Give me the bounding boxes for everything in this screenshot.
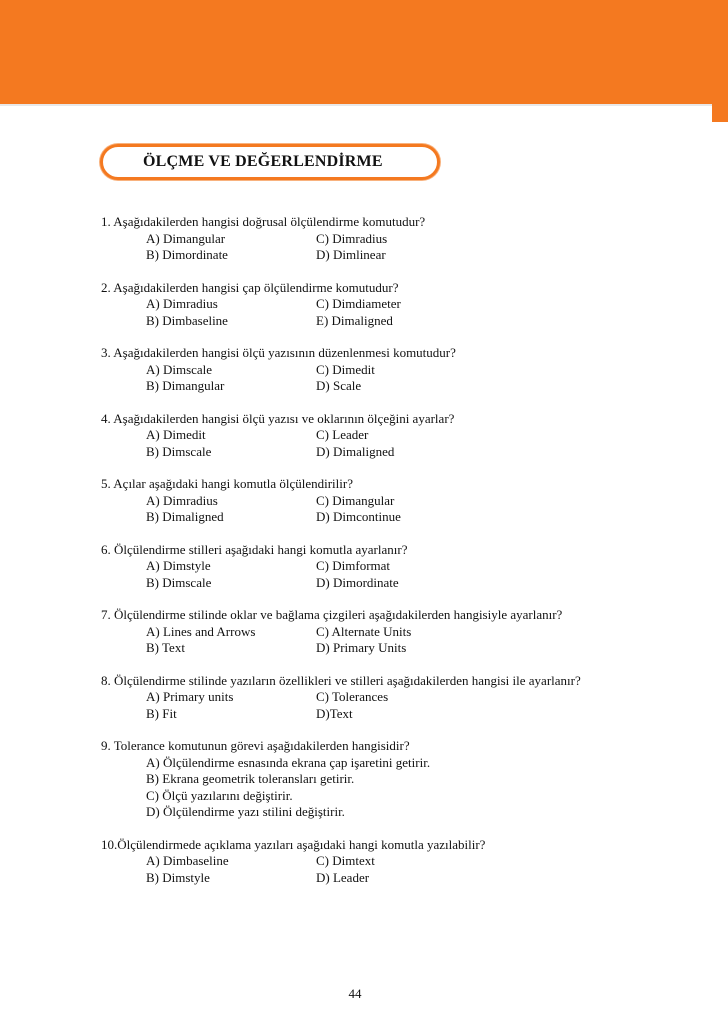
- answer-option: C) Alternate Units: [316, 623, 412, 639]
- answer-option: D) Scale: [316, 378, 362, 393]
- header-banner: [0, 0, 728, 104]
- question-item: [101, 837, 711, 887]
- answer-option: A) Dimscale: [146, 361, 213, 377]
- option-row: [101, 853, 711, 870]
- page-number: 44: [348, 986, 362, 1001]
- question-item: [101, 345, 711, 395]
- answer-option: B) Dimbaseline: [146, 312, 228, 328]
- option-row: [101, 558, 711, 575]
- answer-option: B) Dimangular: [146, 378, 225, 393]
- answer-option: C) Dimtext: [316, 853, 375, 868]
- section-title-box: [100, 144, 440, 180]
- header-banner-edge: [712, 0, 728, 122]
- question-item: [101, 214, 711, 264]
- answer-option: B) Ekrana geometrik toleransları getirir.: [146, 771, 355, 786]
- answer-option: C) Ölçü yazılarını değiştirir.: [146, 787, 293, 803]
- question-text: 5. Açılar aşağıdaki hangi komutla ölçülendirilir?: [101, 476, 353, 491]
- answer-option: B) Text: [146, 640, 185, 655]
- option-row: [101, 362, 711, 379]
- answer-option: D) Dimordinate: [316, 574, 399, 590]
- answer-option: C) Dimformat: [316, 558, 391, 573]
- question-text: 8. Ölçülendirme stilinde yazıların özellikleri ve stilleri aşağıdakilerden hangisi ile ayarlanır?: [101, 672, 581, 688]
- question-text: 1. Aşağıdakilerden hangisi doğrusal ölçülendirme komutudur?: [101, 214, 426, 229]
- answer-option: D)Text: [316, 705, 353, 721]
- answer-option: C) Dimedit: [316, 361, 375, 377]
- answer-option: D) Ölçülendirme yazı stilini değiştirir.: [146, 804, 345, 819]
- question-text: 6. Ölçülendirme stilleri aşağıdaki hangi komutla ayarlanır?: [101, 541, 408, 557]
- answer-option: A) Dimangular: [146, 230, 226, 246]
- answer-option: B) Dimscale: [146, 443, 212, 459]
- answer-option: C) Dimdiameter: [316, 296, 401, 311]
- answer-option: D) Dimcontinue: [316, 509, 401, 524]
- option-row: [101, 296, 711, 313]
- question-text: 3. Aşağıdakilerden hangisi ölçü yazısının düzenlenmesi komutudur?: [101, 345, 456, 360]
- option-row: [101, 870, 711, 887]
- option-row: [101, 378, 711, 395]
- option-list: [101, 755, 711, 821]
- question-item: [101, 607, 711, 657]
- question-text: 7. Ölçülendirme stilinde oklar ve bağlama çizgileri aşağıdakilerden hangisiyle ayarlanır?: [101, 607, 563, 622]
- option-row: [101, 706, 711, 723]
- answer-option: C) Dimradius: [316, 230, 388, 246]
- answer-option: A) Lines and Arrows: [146, 623, 256, 639]
- option-row: [101, 624, 711, 641]
- answer-option: A) Ölçülendirme esnasında ekrana çap işaretini getirir.: [146, 754, 431, 770]
- answer-option: E) Dimaligned: [316, 312, 393, 328]
- answer-option: A) Dimradius: [146, 296, 218, 311]
- answer-option: B) Fit: [146, 705, 177, 721]
- answer-option: A) Dimedit: [146, 427, 206, 442]
- question-text: 9. Tolerance komutunun görevi aşağıdakilerden hangisidir?: [101, 738, 410, 753]
- answer-option: C) Dimangular: [316, 492, 395, 508]
- answer-option: C) Tolerances: [316, 689, 389, 704]
- answer-option: D) Dimaligned: [316, 443, 395, 459]
- question-list: [101, 214, 711, 902]
- option-row: [101, 231, 711, 248]
- option-row: [101, 689, 711, 706]
- question-text: 4. Aşağıdakilerden hangisi ölçü yazısı ve oklarının ölçeğini ayarlar?: [101, 410, 455, 426]
- answer-option: B) Dimaligned: [146, 509, 224, 524]
- question-item: [101, 738, 711, 821]
- question-text: 10.Ölçülendirmede açıklama yazıları aşağıdaki hangi komutla yazılabilir?: [101, 836, 486, 852]
- question-text: 2. Aşağıdakilerden hangisi çap ölçülendirme komutudur?: [101, 279, 399, 295]
- question-item: [101, 411, 711, 461]
- option-row: [101, 575, 711, 592]
- question-item: [101, 280, 711, 330]
- answer-option: A) Dimstyle: [146, 558, 211, 573]
- answer-option: D) Leader: [316, 869, 370, 885]
- option-row: [101, 444, 711, 461]
- answer-option: D) Primary Units: [316, 640, 407, 655]
- answer-option: D) Dimlinear: [316, 247, 386, 262]
- option-row: [101, 640, 711, 657]
- option-row: [101, 247, 711, 264]
- answer-option: B) Dimordinate: [146, 247, 228, 262]
- option-row: [101, 313, 711, 330]
- question-item: [101, 476, 711, 526]
- answer-option: B) Dimstyle: [146, 869, 210, 885]
- answer-option: A) Dimbaseline: [146, 853, 229, 868]
- answer-option: B) Dimscale: [146, 574, 212, 590]
- question-item: [101, 673, 711, 723]
- section-title: ÖLÇME VE DEĞERLENDİRME: [143, 153, 383, 170]
- answer-option: A) Primary units: [146, 689, 234, 704]
- option-row: [101, 427, 711, 444]
- question-item: [101, 542, 711, 592]
- header-banner-shadow: [0, 104, 712, 106]
- answer-option: C) Leader: [316, 427, 369, 442]
- answer-option: A) Dimradius: [146, 492, 218, 508]
- option-row: [101, 509, 711, 526]
- option-row: [101, 493, 711, 510]
